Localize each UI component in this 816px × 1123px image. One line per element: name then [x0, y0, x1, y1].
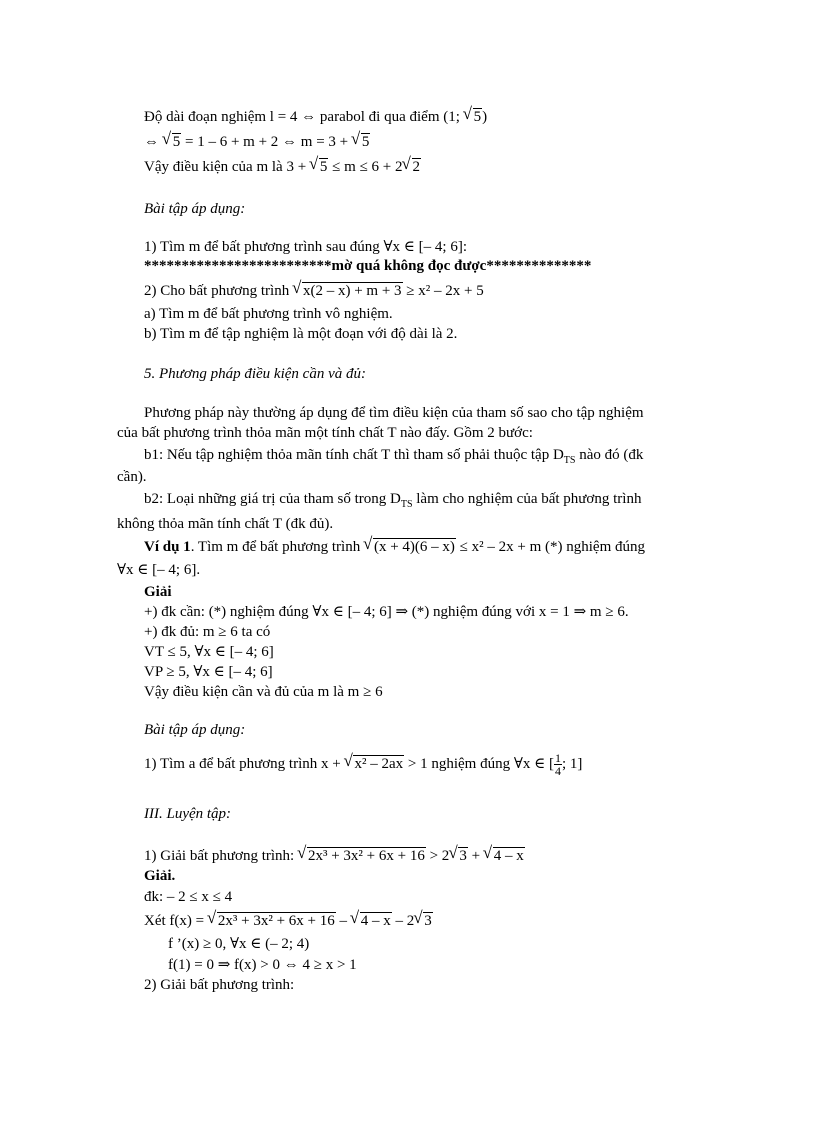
paragraph-step-1: b1: Nếu tập nghiệm thỏa mãn tính chất T thì tham số phải thuộc tập $D_{TS}$ nào đó (đk — [144, 447, 644, 466]
example-1: Ví dụ 1. Tìm m để bất phương trình √ (x + 4)(6 – x) ≤ x² – 2x + m (*) nghiệm đúng — [144, 537, 645, 557]
practice-function: Xét f(x) = √ 2x³ + 3x² + 6x + 16 – √ 4 – x – 2√ 3 — [144, 911, 433, 931]
heading-exercises-1: Bài tập áp dụng: — [144, 201, 246, 217]
practice-2: 2) Giải bất phương trình: — [144, 977, 295, 993]
paragraph-step-1-cont: cần). — [117, 469, 147, 485]
exercise-1-unreadable: *************************mờ quá không đọc được************** — [144, 258, 592, 274]
paragraph-line-2: của bất phương trình thỏa mãn một tính chất T nào đấy. Gồm 2 bước: — [117, 425, 533, 441]
paragraph-step-2: b2: Loại những giá trị của tham số trong $D_{TS}$ làm cho nghiệm của bất phương trình — [144, 491, 642, 510]
solution-step-2: +) đk đủ: m ≥ 6 ta có — [144, 624, 271, 640]
example-1-domain: ∀x ∈ [– 4; 6]. — [117, 562, 201, 578]
exercise-2: 2) Cho bất phương trình √ x(2 – x) + m + 3 ≥ x² – 2x + 5 — [144, 281, 484, 301]
exercise-3: 1) Tìm a để bất phương trình x + √ x² – 2ax > 1 nghiệm đúng ∀x ∈ [ $\frac{1}{4}$ ; 1] — [144, 752, 582, 777]
solution-step-4: VP ≥ 5, ∀x ∈ [– 4; 6] — [144, 664, 273, 680]
paragraph-step-2-cont: không thỏa mãn tính chất T (đk đủ). — [117, 516, 334, 532]
solution-label-1: Giải — [144, 584, 172, 600]
practice-condition: đk: – 2 ≤ x ≤ 4 — [144, 889, 233, 905]
heading-method-5: 5. Phương pháp điều kiện cần và đủ: — [144, 366, 366, 382]
solution-step-1: +) đk cần: (*) nghiệm đúng ∀x ∈ [– 4; 6] ⇒ (*) nghiệm đúng với x = 1 ⇒ m ≥ 6. — [144, 604, 629, 620]
practice-1: 1) Giải bất phương trình: √ 2x³ + 3x² + 6x + 16 > 2√ 3 + √ 4 – x — [144, 846, 525, 866]
line-interval-length: Độ dài đoạn nghiệm l = 4 ⇔ parabol đi qua điểm (1; √ 5) — [144, 107, 487, 127]
practice-result: f(1) = 0 ⇒ f(x) > 0 ⇔ 4 ≥ x > 1 — [168, 957, 357, 973]
solution-label-2: Giải. — [144, 868, 176, 884]
heading-practice: III. Luyện tập: — [144, 806, 232, 822]
heading-exercises-2: Bài tập áp dụng: — [144, 722, 246, 738]
exercise-2a: a) Tìm m để bất phương trình vô nghiệm. — [144, 306, 393, 322]
exercise-2b: b) Tìm m để tập nghiệm là một đoạn với độ dài là 2. — [144, 326, 458, 342]
practice-derivative: f ’(x) ≥ 0, ∀x ∈ (– 2; 4) — [168, 936, 310, 952]
line-equivalence: ⇔ √ 5 = 1 – 6 + m + 2 ⇔ m = 3 + √ 5 — [144, 132, 370, 152]
solution-step-3: VT ≤ 5, ∀x ∈ [– 4; 6] — [144, 644, 274, 660]
exercise-1: 1) Tìm m để bất phương trình sau đúng ∀x ∈ [– 4; 6]: — [144, 239, 467, 255]
solution-step-5: Vậy điều kiện cần và đủ của m là m ≥ 6 — [144, 684, 383, 700]
line-conclusion: Vậy điều kiện của m là 3 + √ 5 ≤ m ≤ 6 + 2√ 2 — [144, 157, 421, 177]
paragraph-line-1: Phương pháp này thường áp dụng để tìm điều kiện của tham số sao cho tập nghiệm — [144, 405, 644, 421]
fraction-one-quarter: $\frac{1}{4}$ — [554, 751, 561, 778]
